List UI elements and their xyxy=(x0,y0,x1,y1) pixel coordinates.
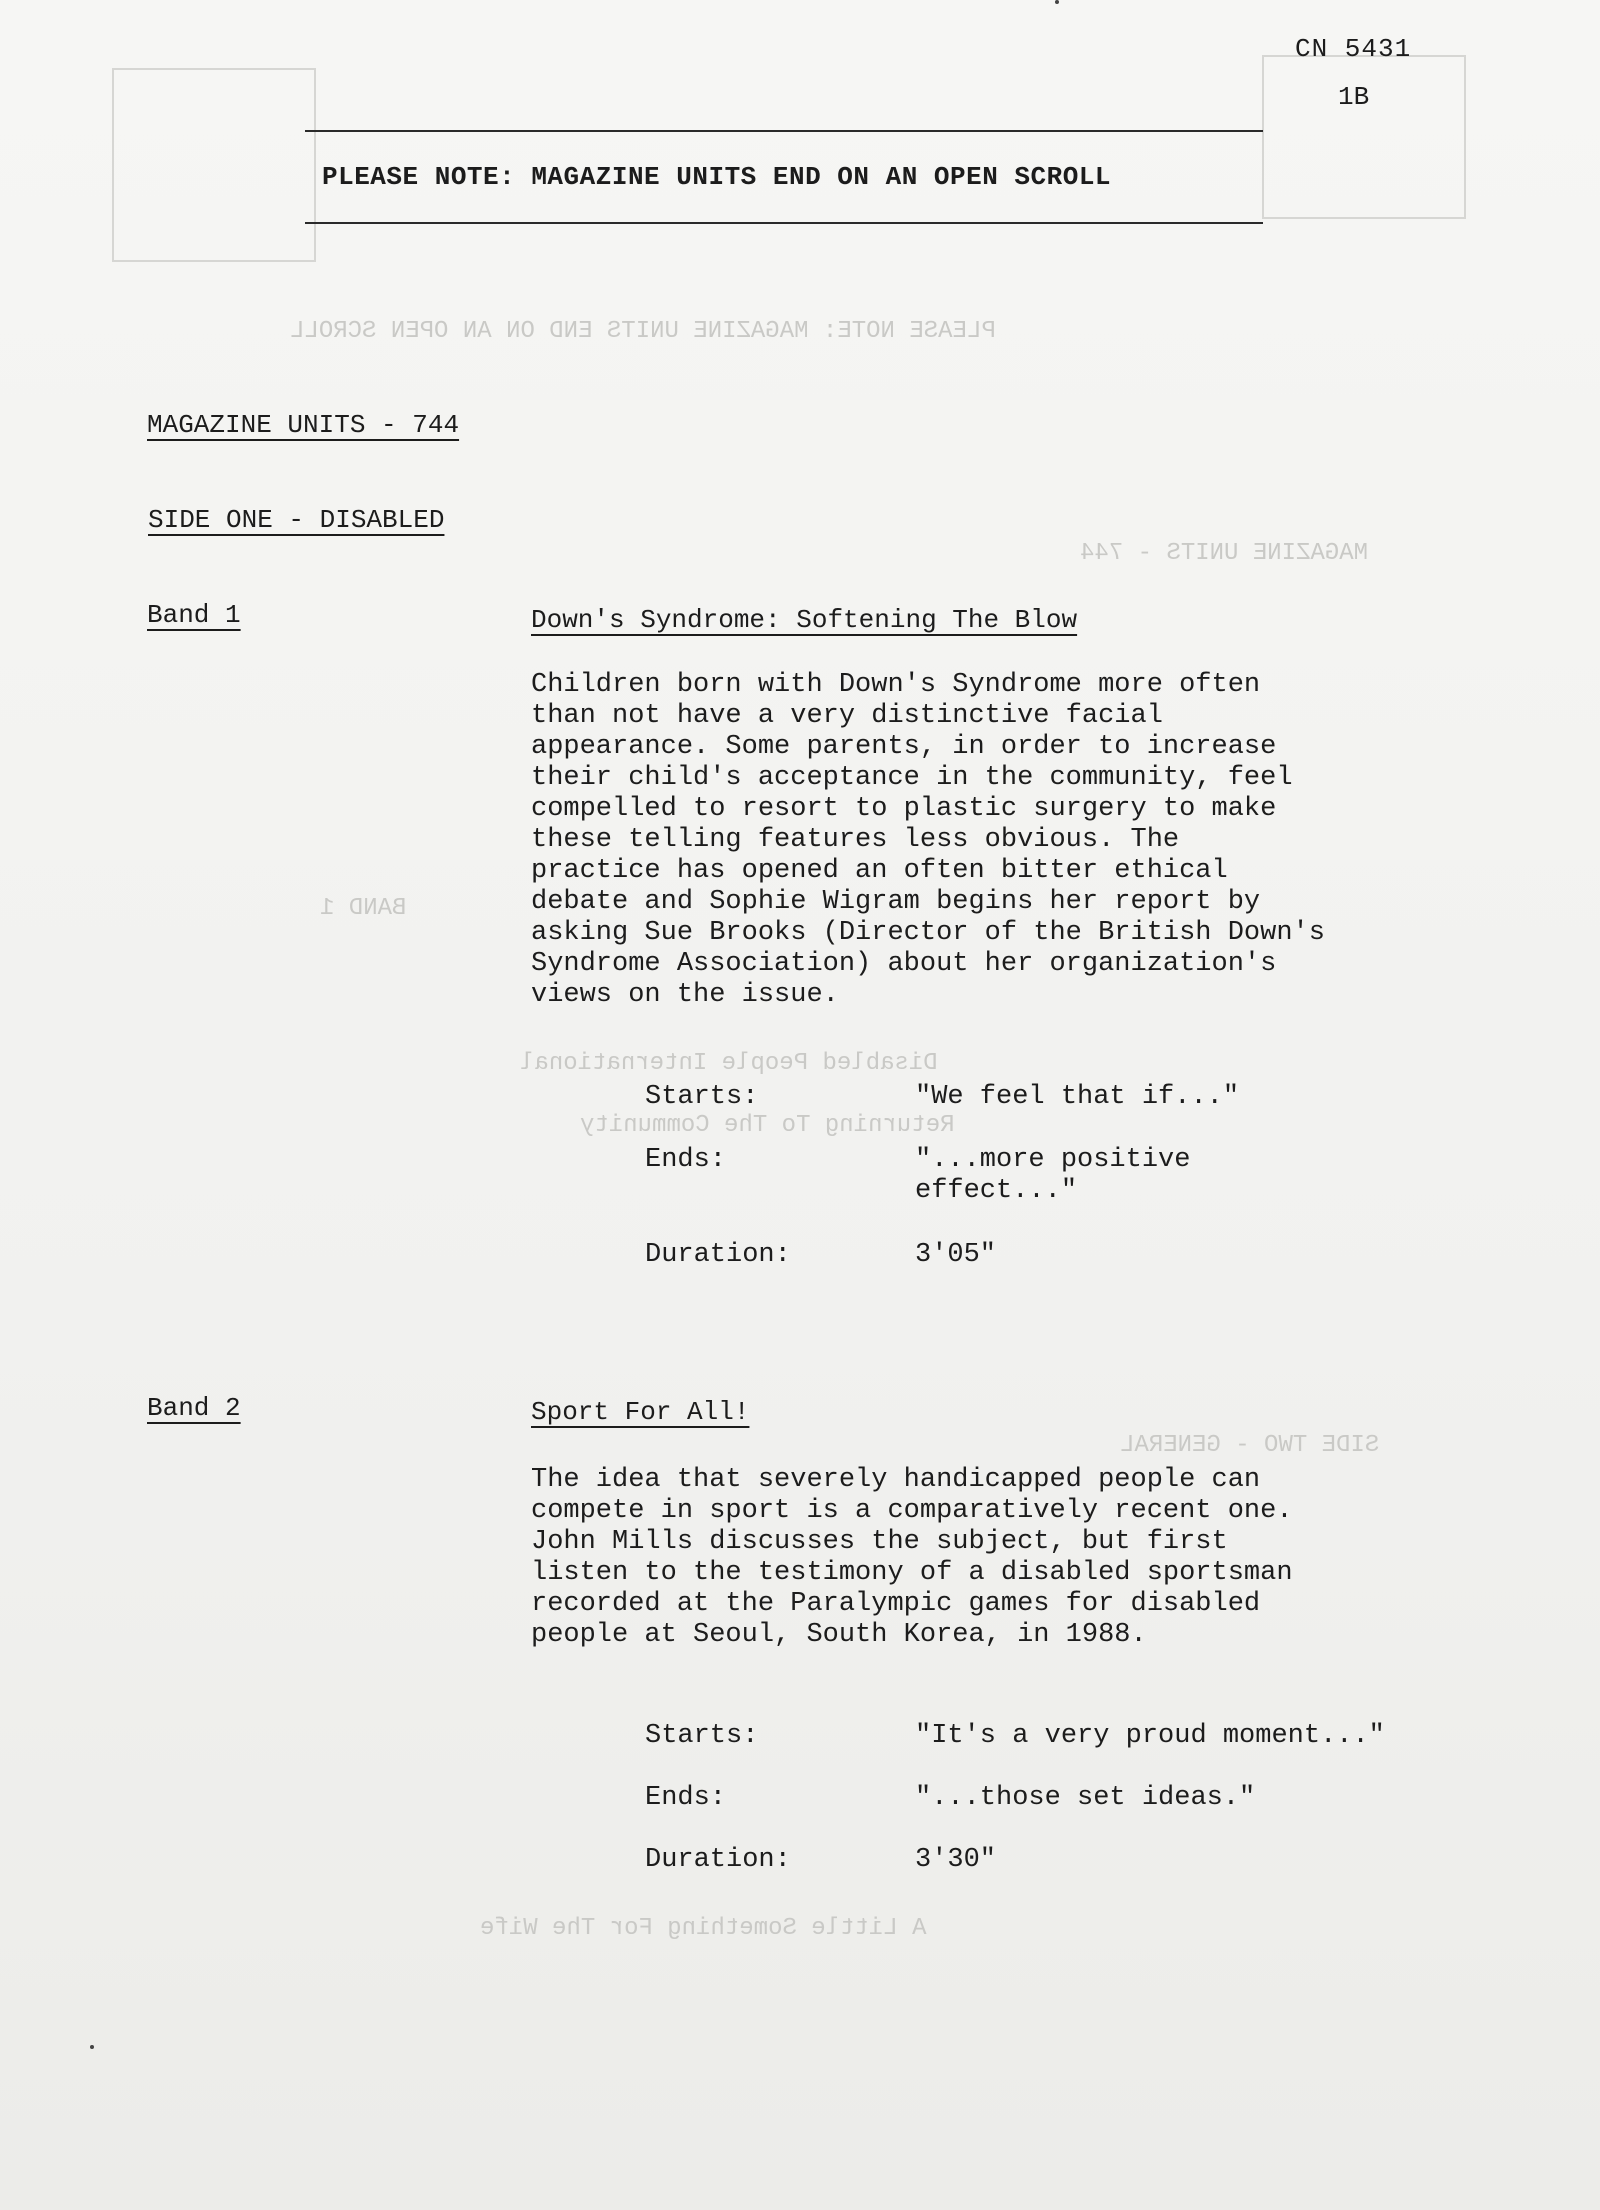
notice-text: PLEASE NOTE: MAGAZINE UNITS END ON AN OPEN SCROLL xyxy=(322,162,1112,192)
side-title: SIDE ONE - DISABLED xyxy=(148,505,445,535)
band-1-starts-value: "We feel that if..." xyxy=(915,1082,1240,1112)
band-1-ends-label: Ends: xyxy=(645,1145,727,1175)
bleed-through-text: A Little Something For The Wife xyxy=(480,1915,927,1942)
bleed-through-stamp xyxy=(1262,55,1466,219)
bleed-through-text: SIDE TWO - GENERAL xyxy=(1120,1432,1380,1459)
band-2-description: The idea that severely handicapped people can compete in sport is a comparatively recent one. John Mills discusses the subject, but first listen to the testimony of a disabled sportsman recorded at the Paralympic games for disabled people at Seoul, South Korea, in 1988. xyxy=(531,1465,1293,1650)
band-2-ends-value: "...those set ideas." xyxy=(915,1783,1256,1813)
band-2-label: Band 2 xyxy=(147,1393,241,1423)
reference-code: CN 5431 xyxy=(1295,34,1412,64)
band-1-label: Band 1 xyxy=(147,600,241,630)
notice-top-rule xyxy=(305,130,1263,132)
reference-subcode: 1B xyxy=(1338,82,1370,112)
band-2-duration-value: 3'30" xyxy=(915,1845,997,1875)
section-title: MAGAZINE UNITS - 744 xyxy=(147,410,460,440)
bleed-through-text: Returning To The Community xyxy=(580,1112,955,1139)
band-2-ends-label: Ends: xyxy=(645,1783,727,1813)
band-2-starts-value: "It's a very proud moment..." xyxy=(915,1721,1385,1751)
bleed-through-box xyxy=(112,68,316,262)
band-1-duration-value: 3'05" xyxy=(915,1240,997,1270)
band-1-starts-label: Starts: xyxy=(645,1082,759,1112)
band-1-duration-label: Duration: xyxy=(645,1240,791,1270)
bleed-through-text: PLEASE NOTE: MAGAZINE UNITS END ON AN OPEN SCROLL xyxy=(290,318,996,345)
band-1-description: Children born with Down's Syndrome more often than not have a very distinctive facial appearance. Some parents, in order to increase their child's acceptance in the community, feel compelled to resort to plastic surgery to make these telling features less obvious. The practice has opened an often bitter ethical debate and Sophie Wigram begins her report by asking Sue Brooks (Director of the British Down's Syndrome Association) about her organization's views on the issue. xyxy=(531,670,1325,1010)
band-2-title: Sport For All! xyxy=(531,1397,750,1427)
band-1-ends-value: "...more positive effect..." xyxy=(915,1145,1191,1206)
bleed-through-text: BAND 1 xyxy=(320,895,407,922)
bleed-through-text: Disabled People International xyxy=(520,1050,938,1077)
band-1-title: Down's Syndrome: Softening The Blow xyxy=(531,605,1078,635)
paper-speck xyxy=(1055,0,1059,4)
band-2-starts-label: Starts: xyxy=(645,1721,759,1751)
paper-speck xyxy=(90,2045,94,2049)
band-2-duration-label: Duration: xyxy=(645,1845,791,1875)
bleed-through-text: MAGAZINE UNITS - 744 xyxy=(1080,540,1369,567)
notice-bottom-rule xyxy=(305,222,1263,224)
